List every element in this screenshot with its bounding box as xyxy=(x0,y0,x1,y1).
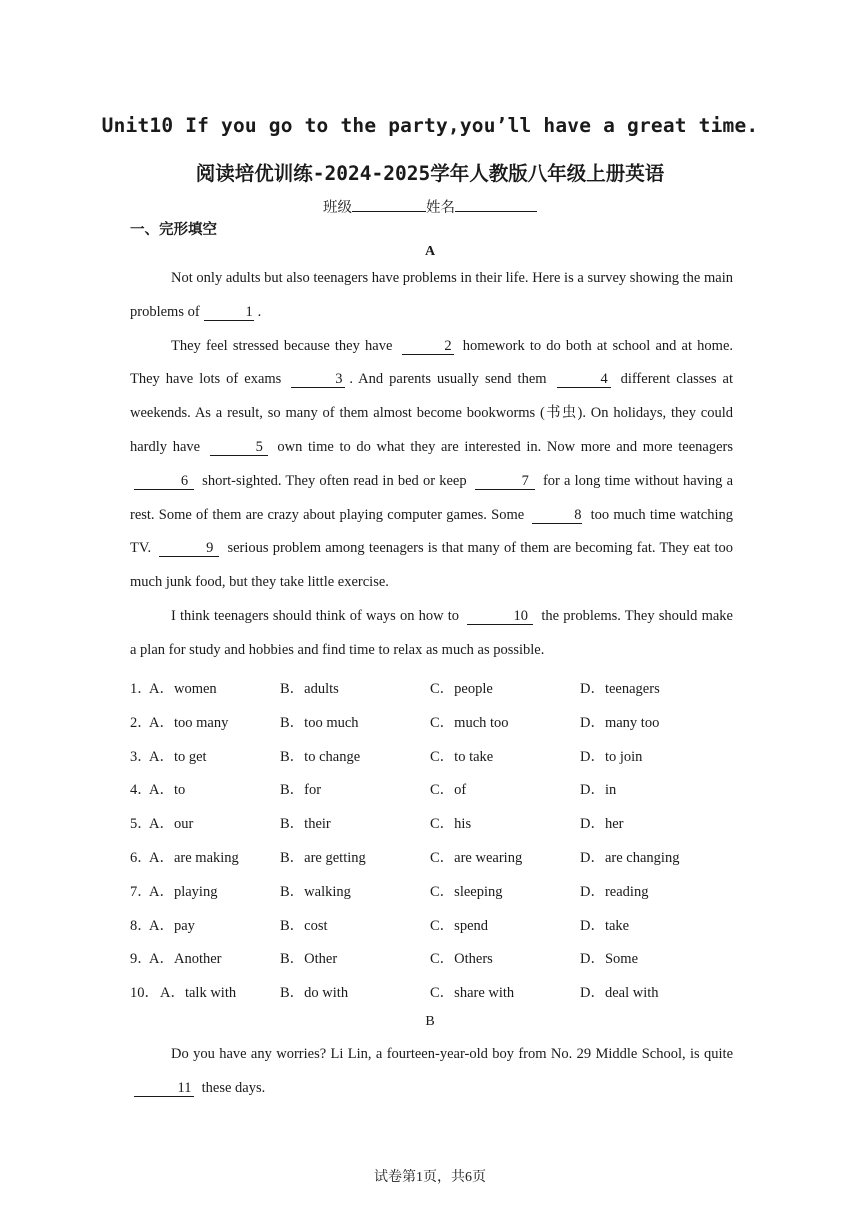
option-c: C．Others xyxy=(430,951,493,968)
section-heading: 一、完形填空 xyxy=(130,222,217,238)
option-b: B．too much xyxy=(280,714,359,731)
option-d: D．reading xyxy=(580,883,649,900)
question-number: 2． xyxy=(130,714,152,731)
text-run: . And parents usually send them xyxy=(349,371,547,388)
text-run: quite xyxy=(704,1046,734,1062)
option-c: C．spend xyxy=(430,917,488,934)
page-footer: 试卷第1页，共6页 xyxy=(374,1170,486,1185)
title-line-2: 阅读培优训练-2024-2025学年人教版八年级上册英语 xyxy=(195,162,665,185)
text-run: Not only adults but also teenagers have problems in their life. Here is a survey showing the xyxy=(171,270,701,286)
blank-1: 1 xyxy=(204,304,254,321)
question-number: 9． xyxy=(130,951,152,968)
option-a: A．to xyxy=(149,782,186,799)
option-d: D．take xyxy=(580,917,630,934)
option-a: A．our xyxy=(149,816,194,833)
passage-b-body xyxy=(130,1038,733,1106)
question-number: 3． xyxy=(130,748,152,765)
question-row xyxy=(130,711,733,731)
question-number: 4． xyxy=(130,782,152,799)
option-a: A．Another xyxy=(149,951,222,968)
text-run: homework to do both at school and at home. xyxy=(462,337,734,354)
question-number: 1． xyxy=(130,681,152,697)
option-a: A．women xyxy=(149,681,217,697)
option-c: C．people xyxy=(430,681,493,697)
blank-9: 9 xyxy=(159,540,219,557)
passage-a-heading: A xyxy=(424,244,436,259)
text-run: They have lots of exams xyxy=(130,371,282,388)
text-run: own time to do what they are interested in. Now more and more xyxy=(277,438,673,455)
passage-b-heading: B xyxy=(425,1014,435,1029)
question-number: 7． xyxy=(130,883,152,900)
class-name-line xyxy=(0,196,860,217)
option-b: B．adults xyxy=(280,681,339,697)
blank-8: 8 xyxy=(532,507,582,524)
passage-a-paragraph-2 xyxy=(130,330,733,600)
text-run: weekends. As a result, so many of them almost become bookworms (书虫). On holidays, they xyxy=(130,405,696,422)
passage-a-paragraph-1 xyxy=(130,262,733,330)
option-c: C．to take xyxy=(430,748,494,765)
option-c: C．his xyxy=(430,816,472,833)
question-row xyxy=(130,812,733,832)
option-d: D．teenagers xyxy=(580,681,660,697)
text-run: make a plan for study and hobbies and find time to relax as much as possible. xyxy=(130,607,733,658)
option-a: A．pay xyxy=(149,917,195,934)
option-c: C．of xyxy=(430,782,467,799)
text-run: . xyxy=(257,303,262,320)
text-run: becoming fat. They eat too much junk food, but they take little exercise. xyxy=(130,540,734,591)
text-run: I think teenagers should think of ways on how to xyxy=(171,607,460,624)
passage-a-paragraph-3 xyxy=(130,600,733,668)
blank-2: 2 xyxy=(402,338,454,355)
text-run: could hardly have xyxy=(130,405,734,455)
question-row xyxy=(130,745,733,765)
option-a: A．are making xyxy=(149,850,239,866)
option-d: D．her xyxy=(580,816,624,833)
name-label: 姓名 xyxy=(426,200,455,216)
option-c: C．share with xyxy=(430,985,515,1002)
text-run: for a long time xyxy=(542,472,631,489)
option-b: B．walking xyxy=(280,883,351,900)
title-line-1: Unit10 If you go to the party,you’ll have a great time. xyxy=(101,114,759,137)
option-d: D．deal with xyxy=(580,985,659,1002)
text-run: the problems. They should xyxy=(541,607,698,624)
text-run: main problems of xyxy=(130,270,733,320)
blank-3: 3 xyxy=(291,371,345,388)
option-a: A．too many xyxy=(149,714,229,731)
option-a: A．talk with xyxy=(160,985,237,1002)
question-row xyxy=(130,914,733,934)
text-run: much time watching TV. xyxy=(130,506,734,557)
passage-b-paragraph-1 xyxy=(130,1038,733,1106)
text-run: serious problem among teenagers is that many of them are xyxy=(227,540,572,557)
question-row xyxy=(130,846,733,866)
option-c: C．are wearing xyxy=(430,850,523,866)
question-row xyxy=(130,778,733,798)
question-row xyxy=(130,981,733,1001)
blank-5: 5 xyxy=(210,439,268,456)
blank-7: 7 xyxy=(475,473,535,490)
text-run: teenagers xyxy=(678,438,734,455)
option-b: B．are getting xyxy=(280,850,366,866)
question-row xyxy=(130,947,733,967)
blank-6: 6 xyxy=(134,473,194,490)
option-d: D．Some xyxy=(580,951,638,968)
question-number: 6． xyxy=(130,850,152,866)
option-b: B．their xyxy=(280,816,331,833)
option-a: A．to get xyxy=(149,748,207,765)
option-b: B．cost xyxy=(280,917,328,934)
option-d: D．to join xyxy=(580,748,643,765)
question-number: 8． xyxy=(130,917,152,934)
option-d: D．many too xyxy=(580,714,660,731)
option-b: B．Other xyxy=(280,951,338,968)
passage-a-body xyxy=(130,262,733,668)
question-number: 5． xyxy=(130,816,152,833)
option-c: C．sleeping xyxy=(430,883,503,900)
name-blank xyxy=(455,197,537,212)
option-b: B．for xyxy=(280,782,322,799)
class-label: 班级 xyxy=(323,200,352,216)
blank-11: 11 xyxy=(134,1080,194,1097)
text-run: They feel stressed because they have xyxy=(171,337,393,354)
option-a: A．playing xyxy=(149,883,218,900)
option-b: B．to change xyxy=(280,748,361,765)
question-row xyxy=(130,677,733,697)
option-c: C．much too xyxy=(430,714,509,731)
blank-10: 10 xyxy=(467,608,533,625)
question-row xyxy=(130,880,733,900)
text-run: without having a rest. Some of them are crazy about playing computer games. Some xyxy=(130,472,734,523)
class-blank xyxy=(352,197,426,212)
option-b: B．do with xyxy=(280,985,349,1002)
blank-4: 4 xyxy=(557,371,611,388)
text-run: different classes at xyxy=(620,371,733,388)
option-d: D．in xyxy=(580,782,617,799)
text-run: short-sighted. They often read in bed or keep xyxy=(202,472,467,489)
question-number: 10． xyxy=(130,985,159,1002)
text-run: too xyxy=(590,506,610,523)
text-run: these days. xyxy=(201,1079,266,1096)
text-run: Do you have any worries? Li Lin, a fourteen-year-old boy from No. 29 Middle School, is xyxy=(171,1046,700,1062)
option-d: D．are changing xyxy=(580,850,680,866)
